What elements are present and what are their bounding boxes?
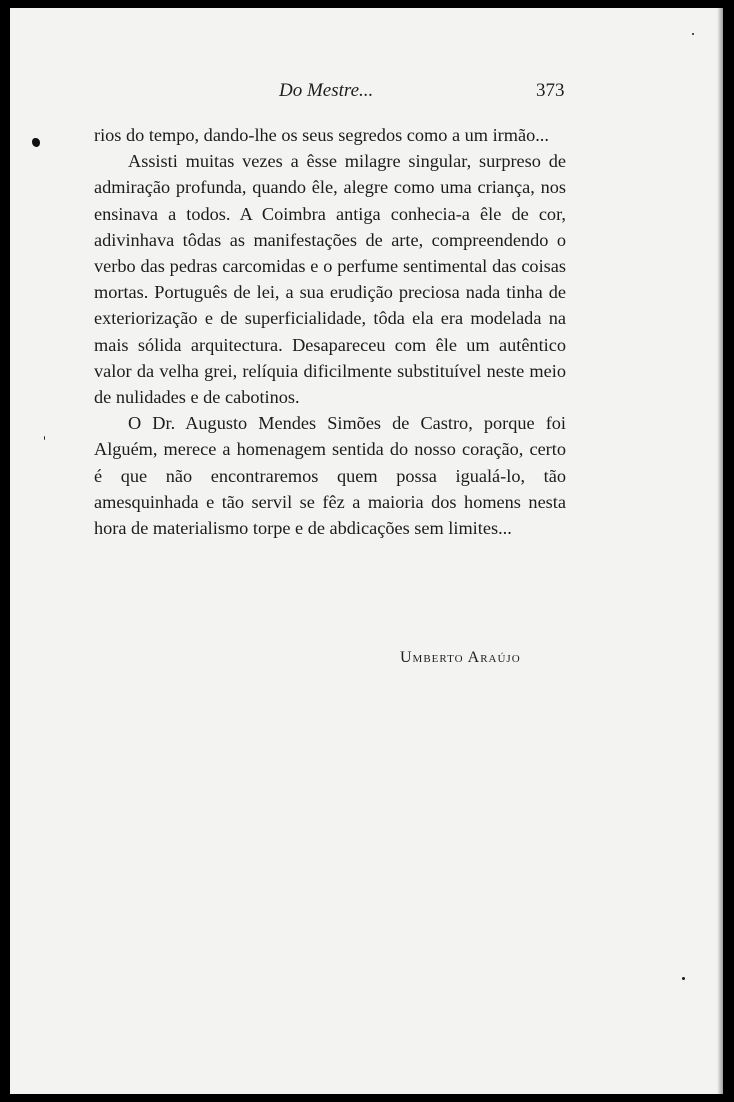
page-header: [10, 78, 723, 108]
paragraph: Assisti muitas vezes a êsse milagre singular, surpreso de admiração profunda, quando êle, alegre como uma criança, nos ensinava a todos. A Coimbra antiga conhecia-a êle de cor, adivinhava tôdas as manifestações de arte, compreendendo o verbo das pedras carcomidas e o perfume sentimental das coisas mortas. Português de lei, a sua erudição preciosa nada tinha de exteriorização e de superficialidade, tôda ela era modelada na mais sólida arquitectura. Desapareceu com êle um autêntico valor da velha grei, relíquia dificilmente substituível neste meio de nulidades e de cabotinos.: [94, 151, 566, 408]
paragraph-continuation: rios do tempo, dando-lhe os seus segredos como a um irmão...: [94, 125, 549, 145]
ink-blot-mark: [32, 138, 40, 147]
paper-speck: [44, 436, 45, 440]
body-text: [94, 122, 566, 541]
paper-speck: [682, 977, 685, 980]
author-signature: Umberto Araújo: [400, 649, 521, 666]
page-number: 373: [536, 80, 565, 101]
running-title: Do Mestre...: [279, 80, 374, 101]
book-page: [10, 8, 723, 1094]
page-edge-shadow: [717, 8, 723, 1094]
paragraph: O Dr. Augusto Mendes Simões de Castro, porque foi Alguém, merece a homenagem sentida do nosso coração, certo é que não encontraremos quem possa igualá-lo, tão amesquinhada e tão servil se fêz a maioria dos homens nesta hora de materialismo torpe e de abdicações sem limites...: [94, 413, 566, 539]
paper-speck: [692, 33, 694, 35]
